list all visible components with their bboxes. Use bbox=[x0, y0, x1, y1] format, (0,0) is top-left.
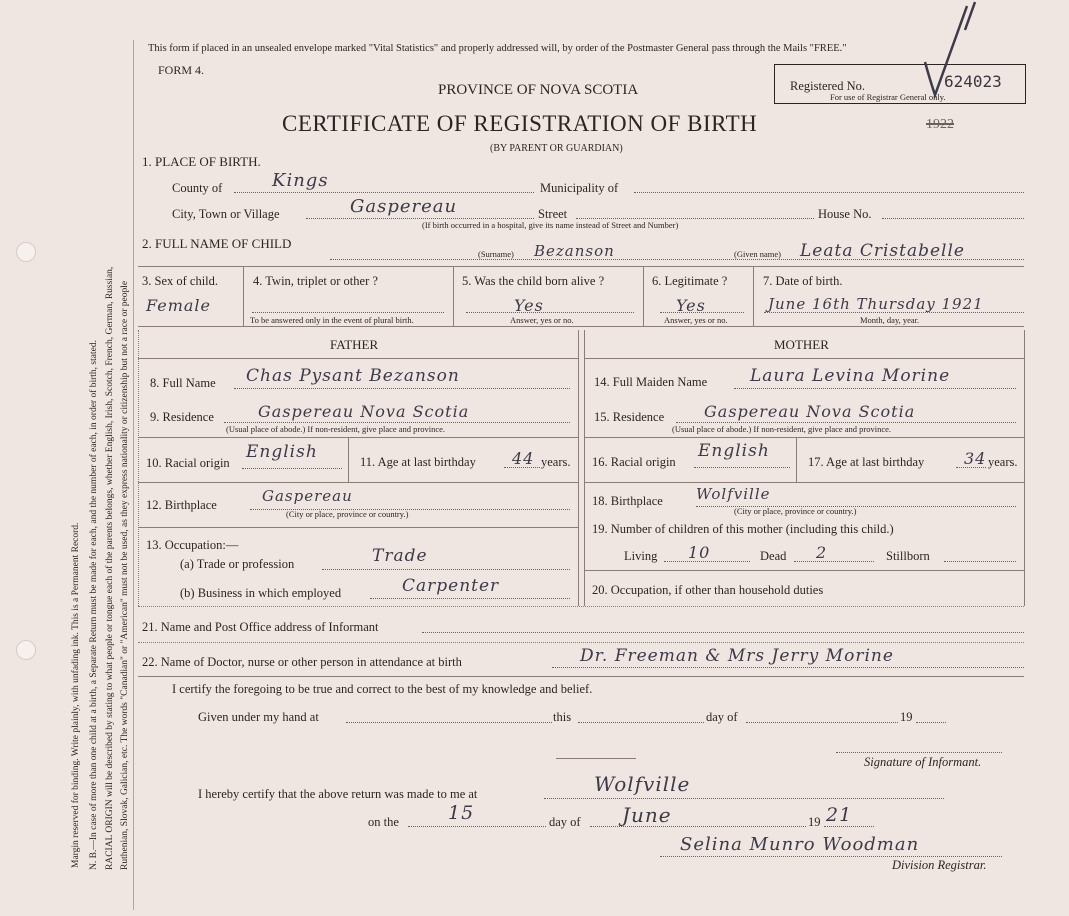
postal-notice: This form if placed in an unsealed envelope marked "Vital Statistics" and properly addressed will, by order of the Postmaster General pass through the Mails "FREE." bbox=[148, 43, 847, 54]
mother-birthplace-label: 18. Birthplace bbox=[592, 494, 663, 508]
father-heading: FATHER bbox=[330, 337, 379, 352]
child-name-heading: 2. FULL NAME OF CHILD bbox=[142, 236, 292, 251]
binding-margin-line bbox=[133, 40, 134, 910]
mother-heading: MOTHER bbox=[774, 337, 829, 352]
father-name-label: 8. Full Name bbox=[150, 376, 216, 390]
sex-label: 3. Sex of child. bbox=[142, 274, 219, 288]
registrar-day-of-label: day of bbox=[549, 815, 581, 829]
registrar-day: 15 bbox=[448, 802, 475, 824]
city-value: Gaspereau bbox=[350, 196, 458, 217]
father-racial-value: English bbox=[246, 442, 318, 462]
father-age-value: 44 bbox=[512, 449, 535, 468]
sex-value: Female bbox=[146, 296, 211, 315]
mother-children-label: 19. Number of children of this mother (including this child.) bbox=[592, 522, 894, 536]
father-business-label: (b) Business in which employed bbox=[180, 586, 342, 600]
registrar-place: Wolfville bbox=[594, 772, 691, 796]
registered-number: 624023 bbox=[944, 72, 1002, 91]
legitimate-note: Answer, yes or no. bbox=[664, 315, 728, 325]
living-label: Living bbox=[624, 549, 658, 563]
born-alive-note: Answer, yes or no. bbox=[510, 315, 574, 325]
father-business-value: Carpenter bbox=[402, 576, 500, 596]
father-birthplace-value: Gaspereau bbox=[262, 487, 353, 505]
father-occupation-label: 13. Occupation:— bbox=[146, 538, 239, 552]
mother-name-label: 14. Full Maiden Name bbox=[594, 375, 708, 389]
side-note-multiple-births: N. B.—In case of more than one child at a birth, a Separate Return must be made for each, and the number of each, in order of birth, stated. bbox=[89, 340, 99, 870]
given-under-label: Given under my hand at bbox=[198, 710, 319, 724]
mother-age-label: 17. Age at last birthday bbox=[808, 455, 925, 469]
twin-note: To be answered only in the event of plural birth. bbox=[250, 315, 414, 325]
father-birthplace-label: 12. Birthplace bbox=[146, 498, 217, 512]
informant-label: 21. Name and Post Office address of Informant bbox=[142, 620, 379, 634]
binding-hole-top bbox=[16, 242, 36, 262]
mother-birthplace-value: Wolfville bbox=[696, 485, 771, 503]
municipality-label: Municipality of bbox=[540, 181, 619, 195]
city-label: City, Town or Village bbox=[172, 207, 280, 221]
doctor-label: 22. Name of Doctor, nurse or other person in attendance at birth bbox=[142, 655, 462, 669]
province-heading: PROVINCE OF NOVA SCOTIA bbox=[438, 82, 639, 98]
father-trade-value: Trade bbox=[372, 546, 428, 566]
living-value: 10 bbox=[688, 543, 711, 562]
mother-occupation-label: 20. Occupation, if other than household duties bbox=[592, 583, 824, 597]
father-age-label: 11. Age at last birthday bbox=[360, 455, 476, 469]
side-note-binding: Margin reserved for binding. Write plainly, with unfading ink. This is a Permanent Record. bbox=[71, 522, 81, 868]
county-value: Kings bbox=[272, 170, 329, 191]
surname-value: Bezanson bbox=[534, 242, 615, 260]
given-day-of-label: day of bbox=[706, 710, 738, 724]
mother-racial-value: English bbox=[698, 441, 770, 461]
registered-label: Registered No. bbox=[790, 79, 865, 93]
father-trade-label: (a) Trade or profession bbox=[180, 557, 295, 571]
father-name-value: Chas Pysant Bezanson bbox=[246, 366, 460, 386]
twin-label: 4. Twin, triplet or other ? bbox=[253, 274, 378, 288]
place-of-birth-heading: 1. PLACE OF BIRTH. bbox=[142, 154, 261, 169]
registrar-year-prefix: 19 bbox=[808, 815, 821, 829]
street-note: (If birth occurred in a hospital, give its name instead of Street and Number) bbox=[422, 220, 679, 230]
certify-statement: I certify the foregoing to be true and correct to the best of my knowledge and belief. bbox=[172, 682, 593, 696]
mother-age-value: 34 bbox=[964, 449, 987, 468]
division-registrar-label: Division Registrar. bbox=[892, 858, 987, 872]
born-alive-label: 5. Was the child born alive ? bbox=[462, 274, 605, 288]
mother-name-value: Laura Levina Morine bbox=[750, 366, 951, 386]
county-label: County of bbox=[172, 181, 223, 195]
mother-age-years: years. bbox=[988, 455, 1018, 469]
father-residence-note: (Usual place of abode.) If non-resident, give place and province. bbox=[226, 424, 446, 434]
father-birthplace-note: (City or place, province or country.) bbox=[286, 509, 409, 519]
father-residence-label: 9. Residence bbox=[150, 410, 214, 424]
registrar-month: June bbox=[622, 803, 672, 827]
mother-birthplace-note: (City or place, province or country.) bbox=[734, 506, 857, 516]
street-label: Street bbox=[538, 207, 568, 221]
registered-note: For use of Registrar General only. bbox=[830, 92, 946, 102]
informant-signature-label: Signature of Informant. bbox=[864, 755, 982, 769]
registrar-check-mark bbox=[905, 0, 985, 105]
doctor-value: Dr. Freeman & Mrs Jerry Morine bbox=[580, 646, 894, 666]
date-of-birth-value: June 16th Thursday 1921 bbox=[768, 295, 984, 313]
stillborn-label: Stillborn bbox=[886, 549, 930, 563]
struck-year: 1922 bbox=[926, 117, 954, 132]
born-alive-value: Yes bbox=[514, 296, 544, 315]
given-name-value: Leata Cristabelle bbox=[800, 241, 965, 261]
mother-racial-label: 16. Racial origin bbox=[592, 455, 676, 469]
mother-residence-value: Gaspereau Nova Scotia bbox=[704, 402, 916, 421]
given-name-label: (Given name) bbox=[734, 249, 781, 259]
side-note-racial-origin: RACIAL ORIGIN will be described by stating to what people or tongue each of the parents belongs, whether English, Irish, Scotch, French, German, Russian, bbox=[105, 266, 115, 870]
date-of-birth-note: Month, day, year. bbox=[860, 315, 920, 325]
given-this-label: this bbox=[553, 710, 572, 724]
registrar-statement: I hereby certify that the above return was made to me at bbox=[198, 787, 478, 801]
form-number: FORM 4. bbox=[158, 63, 205, 77]
on-the-label: on the bbox=[368, 815, 399, 829]
surname-label: (Surname) bbox=[478, 249, 514, 259]
father-residence-value: Gaspereau Nova Scotia bbox=[258, 402, 470, 421]
date-of-birth-label: 7. Date of birth. bbox=[763, 274, 843, 288]
registrar-year-suffix: 21 bbox=[826, 804, 853, 826]
house-no-label: House No. bbox=[818, 207, 872, 221]
registrar-signature: Selina Munro Woodman bbox=[680, 834, 920, 855]
side-note-racial-origin-cont: Ruthenian, Slovak, Galician, etc. The words "Canadian" or "American" must not be used, as they express nationality or citizenship but not a race or people bbox=[120, 280, 130, 870]
legitimate-label: 6. Legitimate ? bbox=[652, 274, 728, 288]
legitimate-value: Yes bbox=[676, 296, 706, 315]
certificate-subtitle: (BY PARENT OR GUARDIAN) bbox=[490, 143, 623, 154]
father-racial-label: 10. Racial origin bbox=[146, 456, 230, 470]
father-age-years: years. bbox=[541, 455, 571, 469]
mother-residence-label: 15. Residence bbox=[594, 410, 665, 424]
dead-label: Dead bbox=[760, 549, 787, 563]
binding-hole-bottom bbox=[16, 640, 36, 660]
mother-residence-note: (Usual place of abode.) If non-resident, give place and province. bbox=[672, 424, 892, 434]
given-year-prefix: 19 bbox=[900, 710, 913, 724]
certificate-title: CERTIFICATE OF REGISTRATION OF BIRTH bbox=[282, 111, 758, 136]
dead-value: 2 bbox=[816, 543, 828, 562]
